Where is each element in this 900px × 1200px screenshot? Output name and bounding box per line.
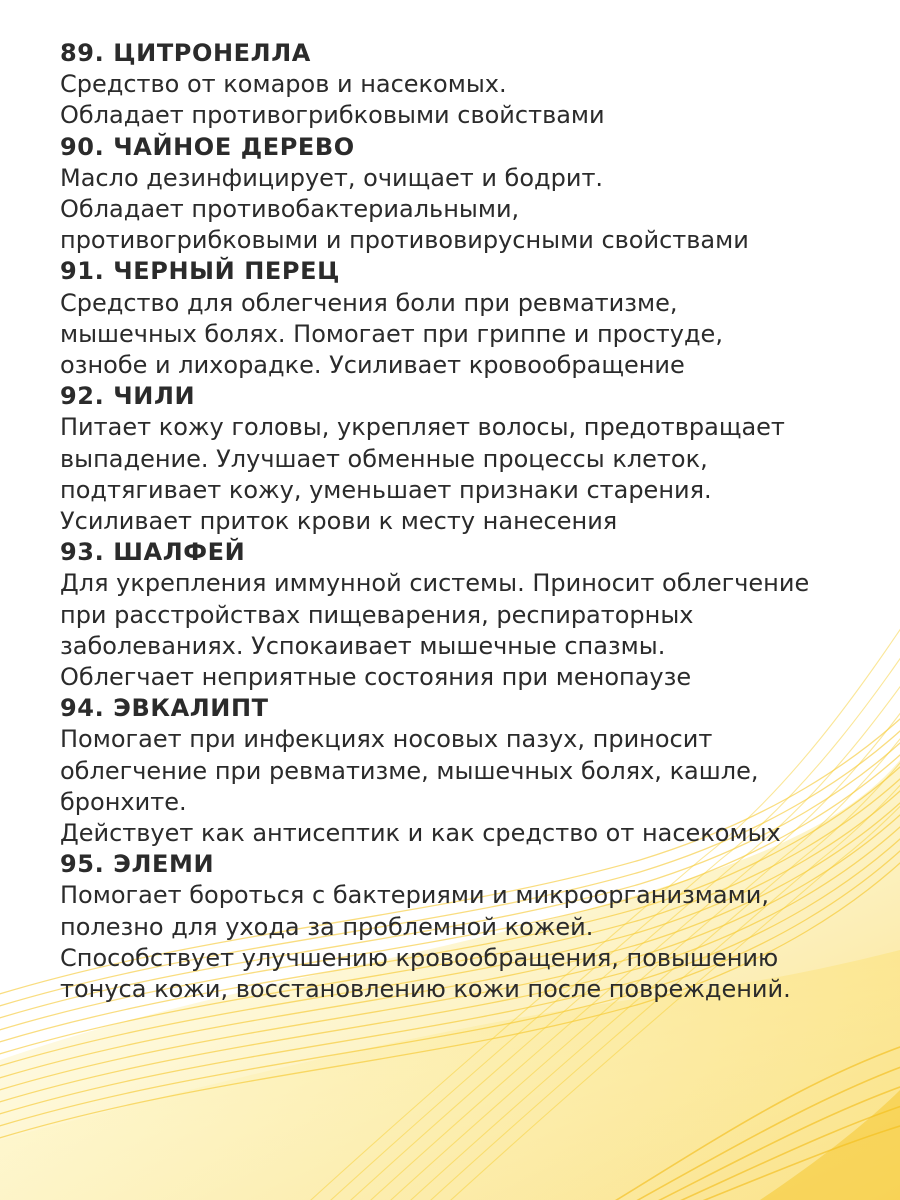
entry-citronella [60,38,890,132]
entry-chili [60,381,890,537]
entry-text-line: Действует как антисептик и как средство от насекомых [60,819,781,848]
entry-text-line: Средство для облегчения боли при ревматизме, [60,288,678,317]
entry-text-line: Помогает при инфекциях носовых пазух, приносит [60,725,713,754]
entry-text-line: выпадение. Улучшает обменные процессы клеток, [60,444,708,473]
entry-text-line: мышечных болях. Помогает при гриппе и простуде, [60,319,723,348]
entry-title: 89. ЦИТРОНЕЛЛА [60,39,311,67]
entry-text-line: Обладает противогрибковыми свойствами [60,101,605,130]
entry-text-line: Обладает противобактериальными, [60,195,520,224]
entry-text-line: полезно для ухода за проблемной кожей. [60,912,594,941]
entry-title: 92. ЧИЛИ [60,382,196,411]
entry-text-line: при расстройствах пищеварения, респираторных [60,600,694,629]
entry-text-line: противогрибковыми и противовирусными свойствами [60,226,749,255]
entry-tea-tree [60,132,890,257]
entry-black-pepper [60,256,890,381]
entry-text-line: облегчение при ревматизме, мышечных болях, кашле, [60,756,759,785]
entry-text-line: Способствует улучшению кровообращения, повышению [60,943,779,972]
entry-eucalyptus [60,693,890,849]
entry-text-line: Средство от комаров и насекомых. [60,70,507,99]
entry-title: 94. ЭВКАЛИПТ [60,694,269,723]
entry-text-line: тонуса кожи, восстановлению кожи после повреждений. [60,975,791,1004]
entry-sage [60,537,890,693]
entry-text-line: Облегчает неприятные состояния при менопаузе [60,663,692,692]
entry-text-line: Питает кожу головы, укрепляет волосы, предотвращает [60,413,785,442]
entry-text-line: Усиливает приток крови к месту нанесения [60,507,618,536]
entry-title: 95. ЭЛЕМИ [60,850,215,879]
entry-text-line: подтягивает кожу, уменьшает признаки старения. [60,475,712,504]
entry-title: 90. ЧАЙНОЕ ДЕРЕВО [60,132,355,161]
entry-text-line: заболеваниях. Успокаивает мышечные спазмы. [60,631,666,660]
entry-text-line: Помогает бороться с бактериями и микроорганизмами, [60,881,769,910]
entry-elemi [60,849,890,1005]
entry-text-line: Масло дезинфицирует, очищает и бодрит. [60,163,604,192]
entry-text-line: ознобе и лихорадке. Усиливает кровообращение [60,351,685,380]
entry-text-line: Для укрепления иммунной системы. Приносит облегчение [60,569,810,598]
entry-text-line: бронхите. [60,787,187,816]
entry-title: 93. ШАЛФЕЙ [60,538,246,567]
essential-oils-list [60,38,890,1005]
entry-title: 91. ЧЕРНЫЙ ПЕРЕЦ [60,257,340,286]
